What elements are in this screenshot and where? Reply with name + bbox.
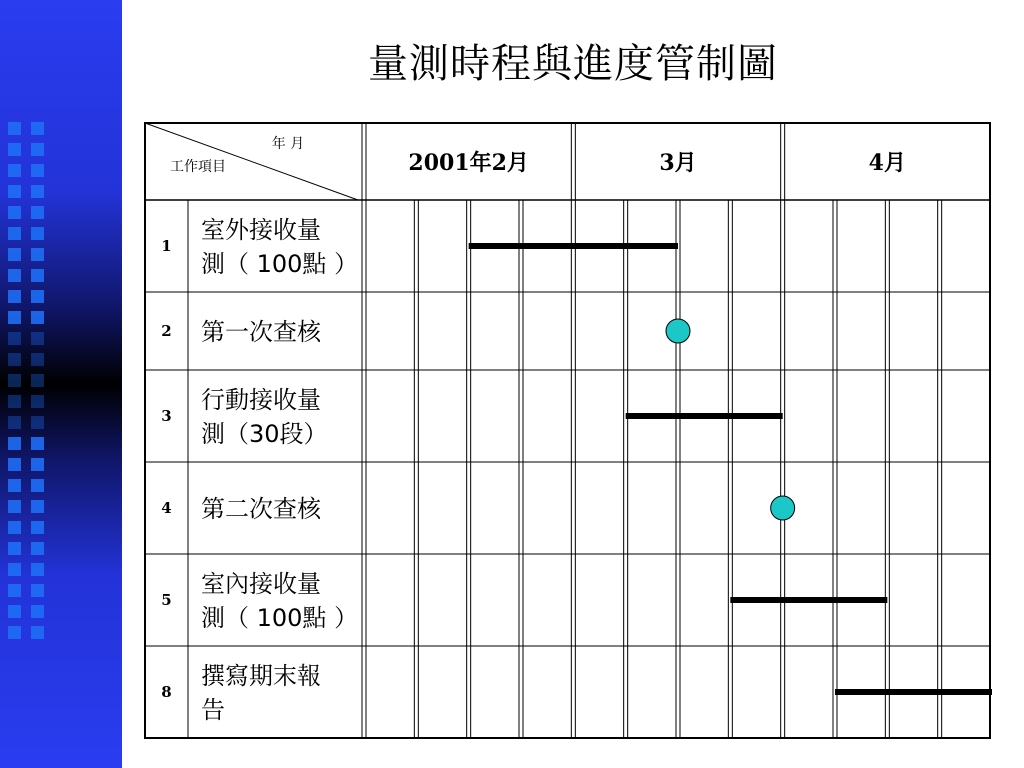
- task-name: 撰寫期末報: [201, 662, 321, 690]
- task-name: 行動接收量: [201, 386, 321, 414]
- task-number: 8: [161, 683, 172, 701]
- task-name: 第一次查核: [201, 318, 321, 346]
- task-name: 室外接收量: [201, 216, 321, 244]
- task-name: 測（ 100點 ）: [201, 250, 359, 278]
- page-title: 量測時程與進度管制圖: [368, 41, 778, 87]
- task-number: 1: [161, 237, 172, 255]
- corner-label-top: 年 月: [271, 136, 305, 152]
- milestone-marker: [666, 319, 690, 343]
- milestone-marker: [771, 496, 795, 520]
- task-number: 2: [161, 322, 172, 340]
- month-label: 3月: [659, 150, 697, 176]
- corner-label-bottom: 工作項目: [170, 159, 226, 175]
- task-name: 測（30段）: [201, 420, 328, 448]
- task-number: 3: [161, 407, 172, 425]
- task-name: 第二次查核: [201, 495, 321, 523]
- task-name: 測（ 100點 ）: [201, 604, 359, 632]
- task-number: 5: [161, 591, 172, 609]
- task-name: 室內接收量: [201, 570, 321, 598]
- month-label: 2001年2月: [408, 150, 529, 176]
- task-number: 4: [161, 499, 172, 517]
- task-name: 告: [201, 696, 225, 724]
- month-label: 4月: [868, 150, 906, 176]
